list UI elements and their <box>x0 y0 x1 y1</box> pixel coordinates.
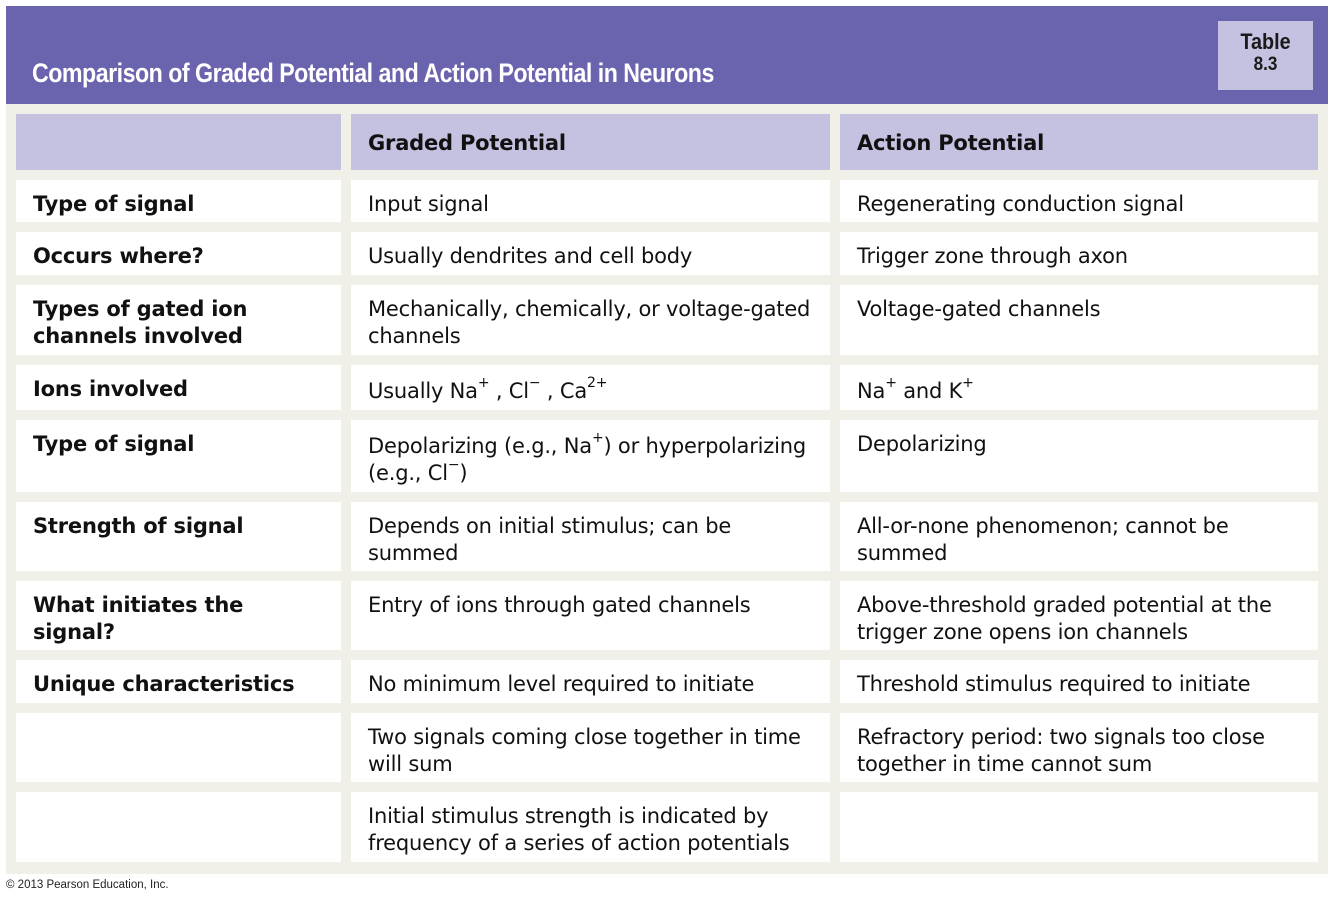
row-label: Type of signal <box>16 180 341 222</box>
graded-cell: Depends on initial stimulus; can be summed <box>351 502 830 571</box>
text-part: Usually Na <box>368 379 478 403</box>
row-label: What initiates the signal? <box>16 581 341 650</box>
action-cell <box>840 792 1318 862</box>
graded-cell: Entry of ions through gated channels <box>351 581 830 650</box>
row-label: Occurs where? <box>16 232 341 275</box>
ion-charge: − <box>528 375 541 391</box>
table-title: Comparison of Graded Potential and Action Potential in Neurons <box>32 58 714 88</box>
action-cell: Voltage-gated channels <box>840 285 1318 355</box>
action-cell: Depolarizing <box>840 420 1318 492</box>
graded-cell: Input signal <box>351 180 830 222</box>
action-cell: All-or-none phenomenon; cannot be summed <box>840 502 1318 571</box>
graded-cell: Initial stimulus strength is indicated by frequency of a series of action potentials <box>351 792 830 862</box>
column-header-action: Action Potential <box>840 114 1318 170</box>
text-part: and K <box>896 379 963 403</box>
action-cell <box>840 365 1318 410</box>
ion-charge: − <box>447 457 460 473</box>
text-part: ) <box>459 461 468 485</box>
action-cell: Above-threshold graded potential at the trigger zone opens ion channels <box>840 581 1318 650</box>
text-part: Depolarizing (e.g., Na <box>368 434 592 458</box>
row-label: Unique characteristics <box>16 660 341 703</box>
graded-cell: Usually dendrites and cell body <box>351 232 830 275</box>
text-part: , Cl <box>489 379 529 403</box>
column-header-empty <box>16 114 341 170</box>
ion-charge: + <box>962 375 974 391</box>
row-label: Types of gated ion channels involved <box>16 285 341 355</box>
row-label <box>16 713 341 782</box>
ion-charge: + <box>477 375 490 391</box>
column-header-graded: Graded Potential <box>351 114 830 170</box>
row-label: Strength of signal <box>16 502 341 571</box>
table-label-word: Table <box>1240 29 1291 54</box>
graded-cell <box>351 420 830 492</box>
row-label: Type of signal <box>16 420 341 492</box>
graded-cell: No minimum level required to initiate <box>351 660 830 703</box>
action-cell: Trigger zone through axon <box>840 232 1318 275</box>
action-cell: Threshold stimulus required to initiate <box>840 660 1318 703</box>
row-label: Ions involved <box>16 365 341 410</box>
copyright-notice: © 2013 Pearson Education, Inc. <box>6 879 169 891</box>
text-part: Na <box>857 379 886 403</box>
action-cell: Regenerating conduction signal <box>840 180 1318 222</box>
row-label <box>16 792 341 862</box>
graded-cell: Mechanically, chemically, or voltage-gated channels <box>351 285 830 355</box>
graded-cell: Two signals coming close together in time will sum <box>351 713 830 782</box>
table-label-number: 8.3 <box>1253 54 1278 75</box>
graded-cell <box>351 365 830 410</box>
ion-charge: + <box>591 430 604 446</box>
text-part: ) or hyperpolarizing (e.g., Cl <box>368 434 806 485</box>
title-banner <box>6 6 1328 104</box>
ion-charge: 2+ <box>587 375 608 391</box>
table-number-badge <box>1218 21 1313 90</box>
action-cell: Refractory period: two signals too close together in time cannot sum <box>840 713 1318 782</box>
text-part: , Ca <box>540 379 587 403</box>
ion-charge: + <box>885 375 897 391</box>
